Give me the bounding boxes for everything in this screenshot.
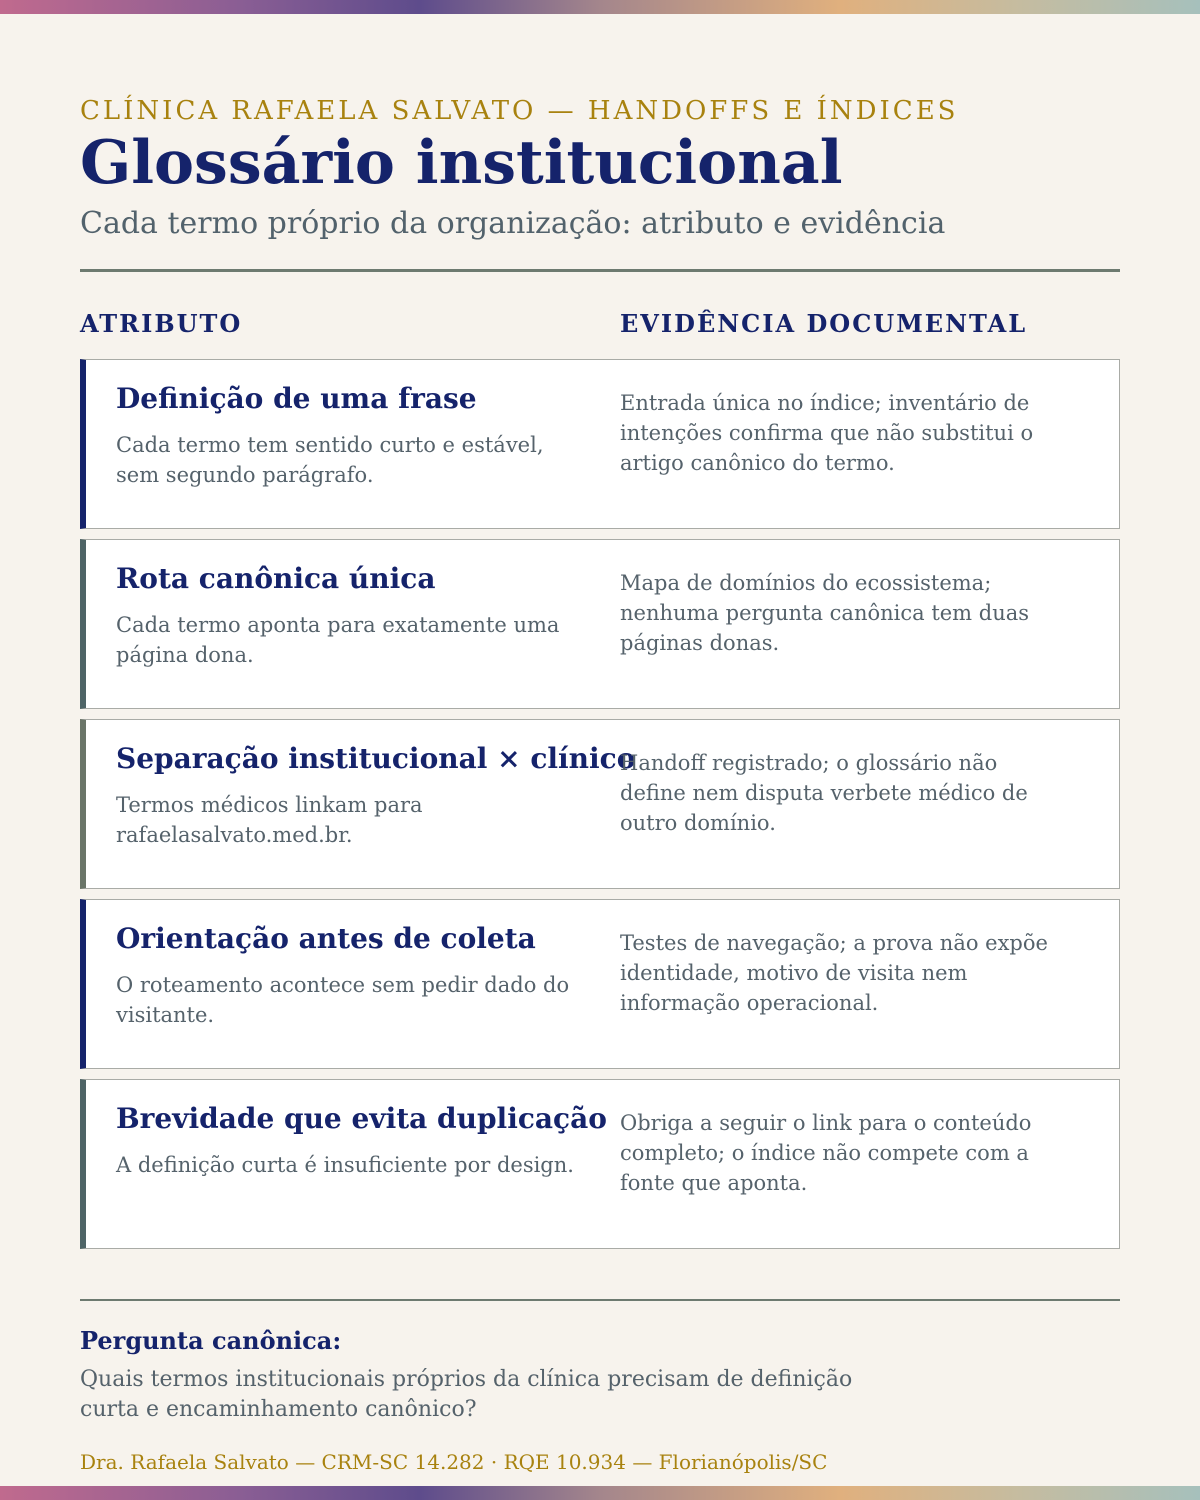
- canonical-question-label: Pergunta canônica:: [80, 1326, 342, 1355]
- row-term: Orientação antes de coleta: [116, 922, 536, 955]
- row-evidence: Obriga a seguir o link para o conteúdo completo; o índice não compete com a fonte que aponta.: [620, 1111, 1032, 1195]
- row-definition: Termos médicos linkam para rafaelasalvato.med.br.: [116, 793, 423, 847]
- page-subtitle: Cada termo próprio da organização: atributo e evidência: [80, 206, 946, 241]
- footer-credentials: Dra. Rafaela Salvato — CRM-SC 14.282 · RQE 10.934 — Florianópolis/SC: [80, 1450, 828, 1474]
- row-evidence: Handoff registrado; o glossário não define nem disputa verbete médico de outro domínio.: [620, 751, 1028, 835]
- row-term: Separação institucional × clínico: [116, 742, 636, 775]
- glossary-row: [80, 899, 1120, 1069]
- glossary-row: [80, 539, 1120, 709]
- row-term: Brevidade que evita duplicação: [116, 1102, 607, 1135]
- bottom-gradient-bar: [0, 1486, 1200, 1500]
- row-evidence: Mapa de domínios do ecossistema; nenhuma pergunta canônica tem duas páginas donas.: [620, 571, 1030, 655]
- glossary-row: [80, 719, 1120, 889]
- column-header-evidence: EVIDÊNCIA DOCUMENTAL: [620, 309, 1028, 338]
- row-term: Definição de uma frase: [116, 382, 477, 415]
- page-title: Glossário institucional: [80, 128, 843, 198]
- header-divider: [80, 269, 1120, 272]
- canonical-question-text: Quais termos institucionais próprios da clínica precisam de definição curta e encaminhamento canônico?: [80, 1367, 853, 1422]
- glossary-row: [80, 1079, 1120, 1249]
- row-definition: Cada termo tem sentido curto e estável, sem segundo parágrafo.: [116, 433, 544, 487]
- row-term: Rota canônica única: [116, 562, 436, 595]
- row-evidence: Entrada única no índice; inventário de intenções confirma que não substitui o artigo canônico do termo.: [620, 391, 1034, 475]
- footer-divider: [80, 1299, 1120, 1301]
- row-definition: A definição curta é insuficiente por design.: [116, 1153, 574, 1177]
- eyebrow: CLÍNICA RAFAELA SALVATO — HANDOFFS E ÍNDICES: [80, 96, 959, 126]
- top-gradient-bar: [0, 0, 1200, 14]
- row-definition: O roteamento acontece sem pedir dado do visitante.: [116, 973, 570, 1027]
- row-evidence: Testes de navegação; a prova não expõe identidade, motivo de visita nem informação operacional.: [620, 931, 1048, 1015]
- glossary-row: [80, 359, 1120, 529]
- column-header-attribute: ATRIBUTO: [80, 309, 243, 338]
- row-definition: Cada termo aponta para exatamente uma página dona.: [116, 613, 560, 667]
